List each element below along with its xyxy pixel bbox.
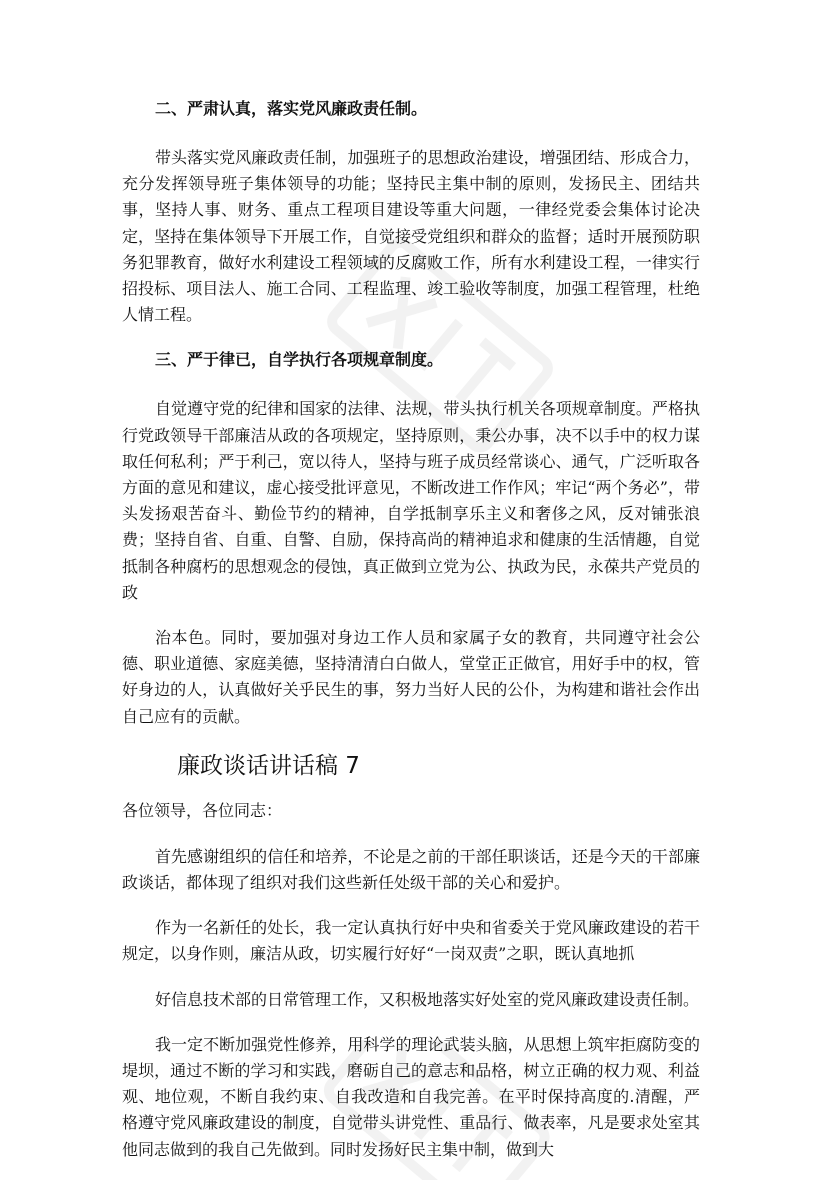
greeting: 各位领导，各位同志： [122, 800, 283, 820]
paragraph: 我一定不断加强党性修养，用科学的理论武装头脑，从思想上筑牢拒腐防变的堤坝，通过不断的学习和实践，磨砺自己的意志和品格，树立正确的权力观、利益观、地位观，不断自我约束、自我改造和自我完善。在平时保持高度的.清醒，严格遵守党风廉政建设的制度，自觉带头讲党性、重品行、做表率，凡是要求处室其他同志做到的我自己先做到。同时发扬好民主集中制，做到大 [122, 1034, 700, 1159]
section-heading: 二、严肃认真，落实党风廉政责任制。 [155, 99, 428, 118]
paragraph: 治本色。同时，要加强对身边工作人员和家属子女的教育，共同遵守社会公德、职业道德、家庭美德，坚持清清白白做人，堂堂正正做官，用好手中的权，管好身边的人，认真做好关乎民生的事，努力当好人民的公仆，为构建和谐社会作出自己应有的贡献。 [122, 628, 700, 726]
document-title: 廉政谈话讲话稿 7 [177, 752, 360, 779]
paragraph: 作为一名新任的处长，我一定认真执行好中央和省委关于党风廉政建设的若干规定，以身作则，廉洁从政，切实履行好好“一岗双责”之职，既认真地抓 [122, 918, 700, 964]
paragraph: 自觉遵守党的纪律和国家的法律、法规，带头执行机关各项规章制度。严格执行党政领导干部廉洁从政的各项规定，坚持原则，秉公办事，决不以手中的权力谋取任何私利；严于利己，宽以待人，坚持与班子成员经常谈心、通气，广泛听取各方面的意见和建议，虚心接受批评意见，不断改进工作作风；牢记“两个务必”，带头发扬艰苦奋斗、勤俭节约的精神，自学抵制享乐主义和奢侈之风，反对铺张浪费；坚持自省、自重、自警、自励，保持高尚的精神追求和健康的生活情趣，自觉抵制各种腐朽的思想观念的侵蚀，真正做到立党为公、执政为民，永葆共产党员的政 [122, 399, 700, 602]
paragraph: 带头落实党风廉政责任制，加强班子的思想政治建设，增强团结、形成合力，充分发挥领导班子集体领导的功能；坚持民主集中制的原则，发扬民主、团结共事，坚持人事、财务、重点工程项目建设等重大问题，一律经党委会集体讨论决定，坚持在集体领导下开展工作，自觉接受党组织和群众的监督；适时开展预防职务犯罪教育，做好水利建设工程领域的反腐败工作，所有水利建设工程，一律实行招投标、项目法人、施工合同、工程监理、竣工验收等制度，加强工程管理，杜绝人情工程。 [122, 148, 700, 325]
paragraph: 首先感谢组织的信任和培养，不论是之前的干部任职谈话，还是今天的干部廉政谈话，都体现了组织对我们这些新任处级干部的关心和爱护。 [122, 846, 700, 893]
section-heading: 三、严于律已，自学执行各项规章制度。 [155, 350, 444, 370]
paragraph: 好信息技术部的日常管理工作，又积极地落实好处室的党风廉政建设责任制。 [155, 989, 700, 1009]
document-page [122, 96, 700, 1182]
